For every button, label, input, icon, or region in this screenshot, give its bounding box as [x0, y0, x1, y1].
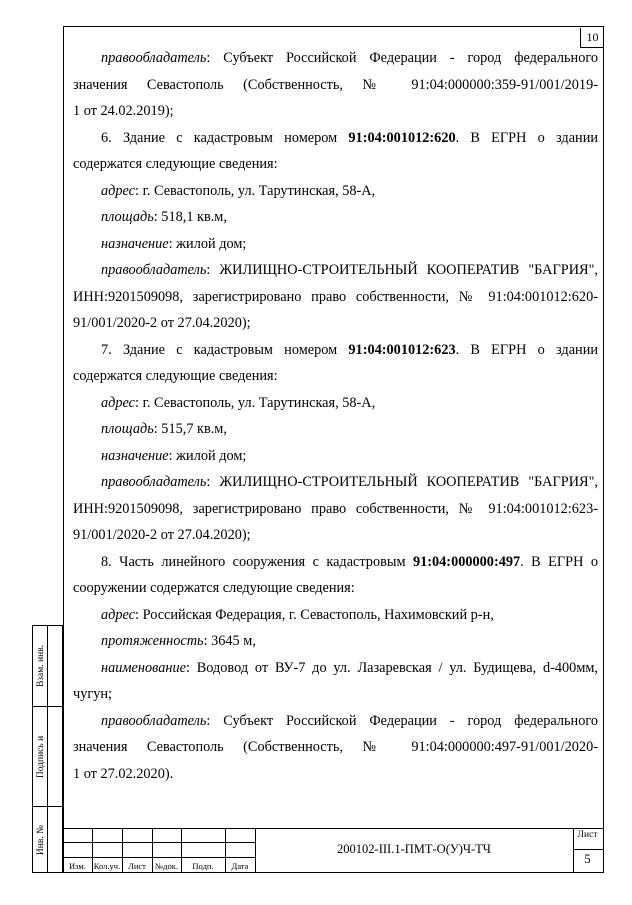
- stamp-header-kol: Кол.уч.: [93, 861, 121, 871]
- title-block: [63, 828, 604, 873]
- sheet-label: Лист: [577, 830, 598, 840]
- text-line: содержатся следующие сведения:: [73, 156, 278, 172]
- text-line: площадь: 515,7 кв.м,: [101, 421, 227, 437]
- text-line: сооружении содержатся следующие сведения:: [73, 580, 355, 596]
- text-line: значения Севастополь (Собственность, № 91:04:000000:497-91/001/2020-: [73, 739, 598, 755]
- sheet-number: 5: [584, 852, 591, 866]
- text-line: адрес: г. Севастополь, ул. Тарутинская, 58-А,: [101, 394, 376, 411]
- stamp-header-podp: Подп.: [192, 861, 214, 871]
- text-line: 7. Здание с кадастровым номером 91:04:001012:623. В ЕГРН о здании: [101, 341, 599, 358]
- text-line: 91/001/2020-2 от 27.04.2020);: [73, 315, 251, 331]
- text-line: правообладатель: ЖИЛИЩНО-СТРОИТЕЛЬНЫЙ КООПЕРАТИВ "БАГРИЯ",: [101, 262, 598, 278]
- document-code: 200102-III.1-ПМТ-О(У)Ч-ТЧ: [337, 842, 491, 856]
- text-line: назначение: жилой дом;: [101, 235, 247, 252]
- text-line: правообладатель: ЖИЛИЩНО-СТРОИТЕЛЬНЫЙ КООПЕРАТИВ "БАГРИЯ",: [101, 474, 598, 490]
- text-line: адрес: Российская Федерация, г. Севастополь, Нахимовский р-н,: [101, 606, 494, 623]
- text-line: ИНН:9201509098, зарегистрировано право собственности, № 91:04:001012:623-: [73, 500, 598, 517]
- text-line: чугун;: [73, 686, 112, 702]
- side-label-podpis: Подпись и: [36, 735, 46, 778]
- stamp-header-list: Лист: [128, 861, 146, 871]
- stamp-header-izm: Изм.: [69, 861, 86, 871]
- text-line: 91/001/2020-2 от 27.04.2020);: [73, 527, 251, 543]
- stamp-header-data: Дата: [231, 861, 249, 871]
- text-line: протяженность: 3645 м,: [101, 633, 256, 649]
- text-line: значения Севастополь (Собственность, № 91:04:000000:359-91/001/2019-: [73, 76, 598, 93]
- side-label-inv: Инв. №: [36, 824, 46, 855]
- text-line: ИНН:9201509098, зарегистрировано право собственности, № 91:04:001012:620-: [73, 288, 598, 305]
- text-line: 1 от 24.02.2019);: [73, 103, 174, 119]
- page-box-number: 10: [580, 28, 604, 48]
- text-line: содержатся следующие сведения:: [73, 368, 278, 384]
- text-line: 1 от 27.02.2020).: [73, 765, 174, 782]
- text-line: назначение: жилой дом;: [101, 447, 247, 464]
- side-field-vzam: [32, 625, 63, 707]
- text-line: площадь: 518,1 кв.м,: [101, 209, 227, 225]
- text-line: правообладатель: Субъект Российской Федерации - город федерального: [101, 712, 598, 729]
- text-line: наименование: Водовод от ВУ-7 до ул. Лазаревская / ул. Будищева, d-400мм,: [101, 659, 598, 676]
- side-field-podpis: [32, 707, 63, 807]
- side-label-vzam: Взам. инв.: [36, 644, 46, 688]
- text-line: адрес: г. Севастополь, ул. Тарутинская, 58-А,: [101, 182, 376, 199]
- stamp-header-ndok: №док.: [155, 861, 178, 871]
- side-field-inv: [32, 807, 63, 873]
- text-line: 8. Часть линейного сооружения с кадастровым 91:04:000000:497. В ЕГРН о: [101, 553, 599, 570]
- text-line: 6. Здание с кадастровым номером 91:04:001012:620. В ЕГРН о здании: [101, 129, 599, 146]
- text-line: правообладатель: Субъект Российской Федерации - город федерального: [101, 50, 598, 66]
